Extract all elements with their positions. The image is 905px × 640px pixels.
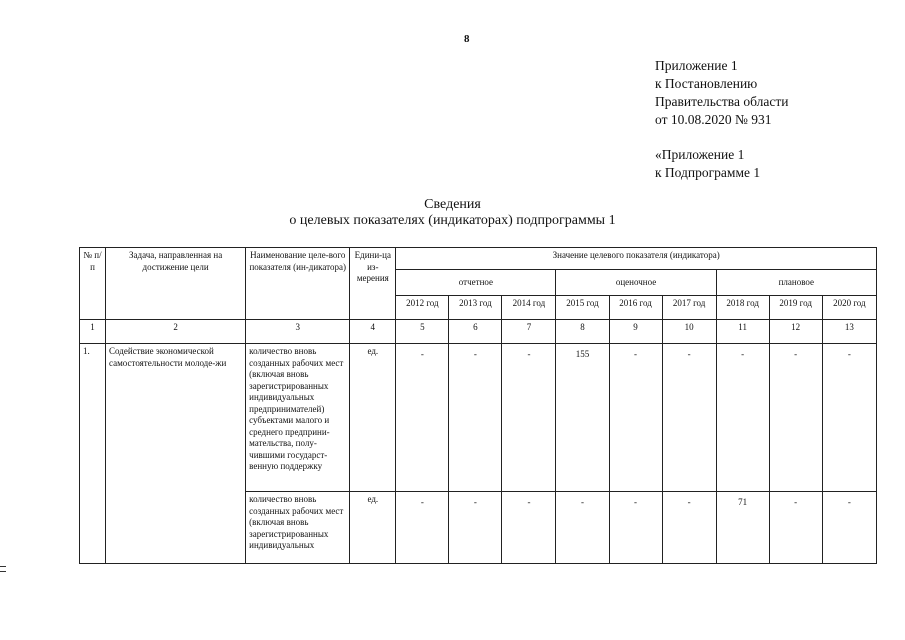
row-value: - [662, 344, 716, 492]
column-number: 13 [822, 320, 876, 344]
column-number: 5 [396, 320, 449, 344]
column-number: 9 [609, 320, 662, 344]
column-number: 2 [106, 320, 246, 344]
approval-line: Приложение 1 [655, 58, 738, 73]
page-number: 8 [464, 33, 470, 45]
row-value: - [716, 344, 769, 492]
header-year: 2017 год [662, 296, 716, 320]
row-value: - [396, 492, 449, 564]
table-row [80, 344, 877, 492]
row-value: - [502, 344, 556, 492]
row-value: - [769, 344, 822, 492]
approval-line: от 10.08.2020 № 931 [655, 112, 772, 127]
row-value: - [662, 492, 716, 564]
header-group-estimated: оценочное [556, 270, 716, 296]
header-year: 2019 год [769, 296, 822, 320]
document-subtitle: о целевых показателях (индикаторах) подпрограммы 1 [289, 213, 616, 228]
approval-line: «Приложение 1 [655, 147, 745, 162]
row-unit: ед. [350, 492, 396, 564]
row-value: - [609, 492, 662, 564]
column-number: 6 [449, 320, 502, 344]
approval-line: к Подпрограмме 1 [655, 165, 761, 180]
row-value: - [822, 492, 876, 564]
column-number: 10 [662, 320, 716, 344]
approval-line: Правительства области [655, 94, 789, 109]
row-value: - [609, 344, 662, 492]
header-year: 2014 год [502, 296, 556, 320]
header-year: 2015 год [556, 296, 609, 320]
row-unit: ед. [350, 344, 396, 492]
header-value: Значение целевого показателя (индикатора) [396, 248, 877, 270]
header-task: Задача, направленная на достижение цели [106, 248, 246, 320]
indicators-table [79, 247, 877, 564]
row-num: 1. [80, 344, 106, 564]
header-indicator: Наименование целе-вого показателя (ин-дикатора) [246, 248, 350, 320]
column-number: 11 [716, 320, 769, 344]
header-unit: Едини-ца из-мерения [350, 248, 396, 320]
row-value: - [449, 344, 502, 492]
header-year: 2013 год [449, 296, 502, 320]
document-title: Сведения [424, 197, 481, 212]
header-year: 2018 год [716, 296, 769, 320]
column-number: 8 [556, 320, 609, 344]
row-task: Содействие экономической самостоятельности молоде-жи [106, 344, 246, 564]
column-number: 1 [80, 320, 106, 344]
row-indicator: количество вновь созданных рабочих мест (включая вновь зарегистрированных индивидуальных [246, 492, 350, 564]
row-value: 71 [716, 492, 769, 564]
row-value: - [769, 492, 822, 564]
row-value: - [449, 492, 502, 564]
approval-line: к Постановлению [655, 76, 758, 91]
header-num: № п/п [80, 248, 106, 320]
row-value: 155 [556, 344, 609, 492]
header-group-planned: плановое [716, 270, 876, 296]
approval-block [655, 57, 788, 182]
scan-edge-mark [0, 566, 6, 567]
header-year: 2016 год [609, 296, 662, 320]
column-number: 4 [350, 320, 396, 344]
header-year: 2012 год [396, 296, 449, 320]
column-number: 12 [769, 320, 822, 344]
header-group-reported: отчетное [396, 270, 556, 296]
row-value: - [822, 344, 876, 492]
column-number: 7 [502, 320, 556, 344]
row-value: - [502, 492, 556, 564]
scan-edge-mark [0, 571, 6, 572]
row-indicator: количество вновь созданных рабочих мест (включая вновь зарегистрированных индивидуальных предпринимателей) субъектами малого и среднего предприни-мательства, полу-чившими государст-венную поддержку [246, 344, 350, 492]
header-year: 2020 год [822, 296, 876, 320]
column-number: 3 [246, 320, 350, 344]
row-value: - [556, 492, 609, 564]
row-value: - [396, 344, 449, 492]
